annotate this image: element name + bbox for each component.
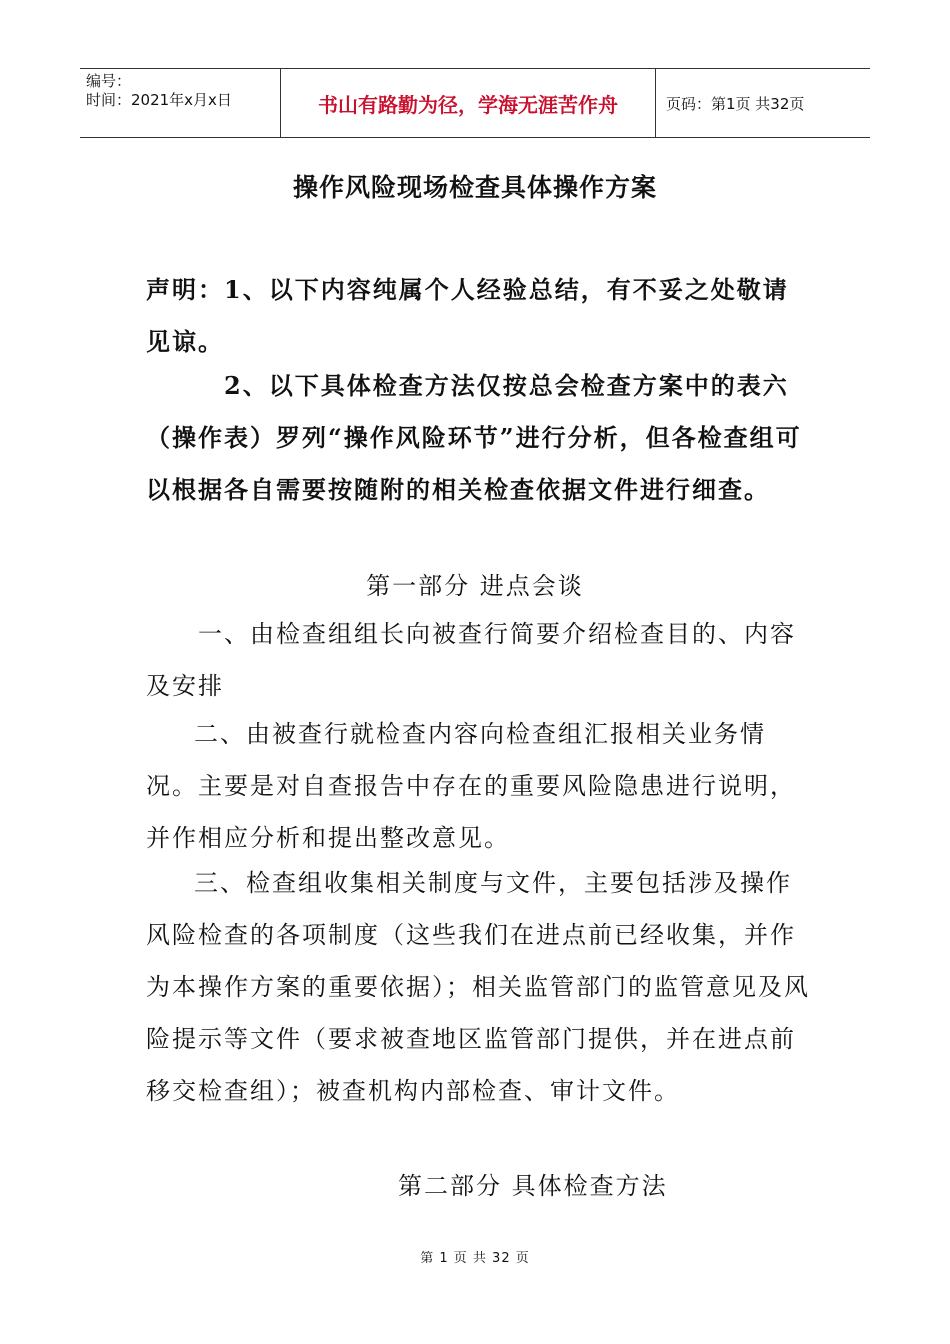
part1-paragraph-1: 一、由检查组组长向被查行简要介绍检查目的、内容及安排 xyxy=(146,620,796,700)
part1-paragraph-2: 二、由被查行就检查内容向检查组汇报相关业务情况。主要是对自查报告中存在的重要风险隐患进行说明，并作相应分析和提出整改意见。 xyxy=(146,720,796,852)
part1-heading: 第一部分 进点会谈 xyxy=(366,572,584,600)
statement-item-1: 声明：1、以下内容纯属个人经验总结，有不妥之处敬请见谅。 xyxy=(146,275,789,356)
header-left-cell xyxy=(80,69,280,137)
part1-paragraph-3: 三、检查组收集相关制度与文件，主要包括涉及操作风险检查的各项制度（这些我们在进点前已经收集，并作为本操作方案的重要依据）；相关监管部门的监管意见及风险提示等文件（要求被查地区监管部门提供，并在进点前移交检查组）；被查机构内部检查、审计文件。 xyxy=(146,869,810,1105)
number-label: 编号： xyxy=(86,72,132,90)
header-page-cell xyxy=(654,69,870,137)
time-label: 时间：2021年x月x日 xyxy=(86,91,232,109)
page-info: 页码：第1页 共32页 xyxy=(666,94,805,113)
document-title: 操作风险现场检查具体操作方案 xyxy=(292,173,657,202)
statement-item-2: 2、以下具体检查方法仅按总会检查方案中的表六（操作表）罗列“操作风险环节”进行分析，但各检查组可以根据各自需要按随附的相关检查依据文件进行细查。 xyxy=(146,371,802,504)
page-footer: 第 1 页 共 32 页 xyxy=(420,1251,530,1266)
header-motto-cell xyxy=(280,69,656,137)
header-table xyxy=(80,68,870,138)
motto-text: 书山有路勤为径，学海无涯苦作舟 xyxy=(318,92,618,117)
part2-heading: 第二部分 具体检查方法 xyxy=(398,1172,668,1200)
